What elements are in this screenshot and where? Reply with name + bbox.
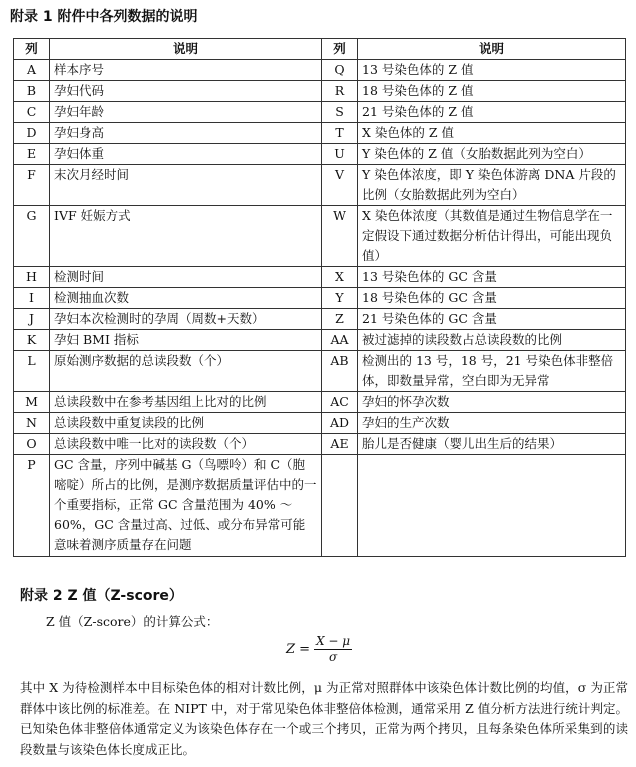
row-desc-left: 检测抽血次数 — [50, 288, 322, 309]
row-col-left: P — [14, 455, 50, 557]
z-score-formula — [286, 632, 352, 666]
row-desc-right: 21 号染色体的 GC 含量 — [358, 309, 626, 330]
row-desc-right: X 染色体浓度（其数值是通过生物信息学在一定假设下通过数据分析估计得出，可能出现负值） — [358, 206, 626, 267]
row-col-right: AD — [322, 413, 358, 434]
row-col-left: G — [14, 206, 50, 267]
header-desc-right: 说明 — [358, 39, 626, 60]
z-score-explanation: 其中 X 为待检测样本中目标染色体的相对计数比例，μ 为正常对照群体中该染色体计数比例的均值，σ 为正常群体中该比例的标准差。在 NIPT 中，对于常见染色体非整倍体检测，通常采用 Z 值分析方法进行统计判定。已知染色体非整倍体通常定义为该染色体存在一个或三个拷贝，正常为两个拷贝，且每条染色体所采集到的读段数量与该染色体长度成正比。 — [20, 680, 628, 757]
formula-intro: Z 值（Z-score）的计算公式： — [46, 614, 219, 629]
table-row — [14, 102, 626, 123]
row-col-left: K — [14, 330, 50, 351]
row-col-left: F — [14, 165, 50, 206]
table-row — [14, 455, 626, 557]
row-desc-left: 孕妇年龄 — [50, 102, 322, 123]
row-desc-right: 18 号染色体的 GC 含量 — [358, 288, 626, 309]
table-row — [14, 206, 626, 267]
header-col-left: 列 — [14, 39, 50, 60]
row-col-right — [322, 455, 358, 557]
formula-numerator: X − μ — [316, 633, 351, 648]
appendix-1-title: 附录 1 附件中各列数据的说明 — [10, 9, 198, 25]
row-col-right: R — [322, 81, 358, 102]
row-desc-right: 胎儿是否健康（婴儿出生后的结果） — [358, 434, 626, 455]
formula-fraction — [314, 634, 352, 665]
row-col-left: E — [14, 144, 50, 165]
row-col-right: T — [322, 123, 358, 144]
table-header-row — [14, 39, 626, 60]
row-col-left: J — [14, 309, 50, 330]
table-row — [14, 267, 626, 288]
row-desc-left: 孕妇身高 — [50, 123, 322, 144]
row-col-right: AE — [322, 434, 358, 455]
row-desc-right: 18 号染色体的 Z 值 — [358, 81, 626, 102]
row-col-left: C — [14, 102, 50, 123]
row-col-left: L — [14, 351, 50, 392]
row-col-right: U — [322, 144, 358, 165]
row-desc-right: Y 染色体浓度，即 Y 染色体游离 DNA 片段的比例（女胎数据此列为空白） — [358, 165, 626, 206]
row-desc-left: GC 含量，序列中碱基 G（鸟嘌呤）和 C（胞嘧啶）所占的比例，是测序数据质量评估中的一个重要指标，正常 GC 含量范围为 40% ～ 60%，GC 含量过高、过低、或分布异常可能意味着测序质量存在问题 — [50, 455, 322, 557]
row-col-left: B — [14, 81, 50, 102]
formula-denominator: σ — [328, 649, 338, 664]
column-description-table — [13, 38, 626, 557]
row-desc-right: Y 染色体的 Z 值（女胎数据此列为空白） — [358, 144, 626, 165]
table-row — [14, 330, 626, 351]
row-col-left: M — [14, 392, 50, 413]
row-desc-left: IVF 妊娠方式 — [50, 206, 322, 267]
row-desc-left: 末次月经时间 — [50, 165, 322, 206]
row-col-right: Z — [322, 309, 358, 330]
row-col-left: O — [14, 434, 50, 455]
row-col-right: AC — [322, 392, 358, 413]
row-desc-left: 总读段数中唯一比对的读段数（个） — [50, 434, 322, 455]
table-row — [14, 123, 626, 144]
row-desc-left: 孕妇代码 — [50, 81, 322, 102]
row-col-left: D — [14, 123, 50, 144]
row-desc-left: 孕妇本次检测时的孕周（周数+天数） — [50, 309, 322, 330]
table-row — [14, 60, 626, 81]
row-desc-right: 21 号染色体的 Z 值 — [358, 102, 626, 123]
row-desc-left: 总读段数中在参考基因组上比对的比例 — [50, 392, 322, 413]
row-col-right: AA — [322, 330, 358, 351]
table-row — [14, 434, 626, 455]
row-col-right: W — [322, 206, 358, 267]
row-desc-right: 被过滤掉的读段数占总读段数的比例 — [358, 330, 626, 351]
table-row — [14, 392, 626, 413]
table-row — [14, 309, 626, 330]
row-desc-left: 原始测序数据的总读段数（个） — [50, 351, 322, 392]
table-row — [14, 351, 626, 392]
table-row — [14, 81, 626, 102]
appendix-2-title: 附录 2 Z 值（Z-score） — [20, 588, 183, 604]
row-desc-left: 检测时间 — [50, 267, 322, 288]
row-col-right: S — [322, 102, 358, 123]
row-desc-left: 总读段数中重复读段的比例 — [50, 413, 322, 434]
row-col-right: V — [322, 165, 358, 206]
row-col-right: Y — [322, 288, 358, 309]
row-desc-left: 样本序号 — [50, 60, 322, 81]
formula-lhs: Z = — [286, 641, 311, 657]
row-desc-right: 13 号染色体的 GC 含量 — [358, 267, 626, 288]
row-col-right: Q — [322, 60, 358, 81]
table-row — [14, 144, 626, 165]
row-col-left: A — [14, 60, 50, 81]
row-desc-right: X 染色体的 Z 值 — [358, 123, 626, 144]
row-desc-right: 孕妇的生产次数 — [358, 413, 626, 434]
row-desc-left: 孕妇 BMI 指标 — [50, 330, 322, 351]
row-col-right: X — [322, 267, 358, 288]
header-col-right: 列 — [322, 39, 358, 60]
table-row — [14, 165, 626, 206]
row-col-right: AB — [322, 351, 358, 392]
row-col-left: N — [14, 413, 50, 434]
header-desc-left: 说明 — [50, 39, 322, 60]
row-col-left: I — [14, 288, 50, 309]
row-col-left: H — [14, 267, 50, 288]
row-desc-left: 孕妇体重 — [50, 144, 322, 165]
row-desc-right — [358, 455, 626, 557]
table-row — [14, 288, 626, 309]
table-row — [14, 413, 626, 434]
row-desc-right: 孕妇的怀孕次数 — [358, 392, 626, 413]
row-desc-right: 检测出的 13 号，18 号，21 号染色体非整倍体，即数量异常，空白即为无异常 — [358, 351, 626, 392]
row-desc-right: 13 号染色体的 Z 值 — [358, 60, 626, 81]
